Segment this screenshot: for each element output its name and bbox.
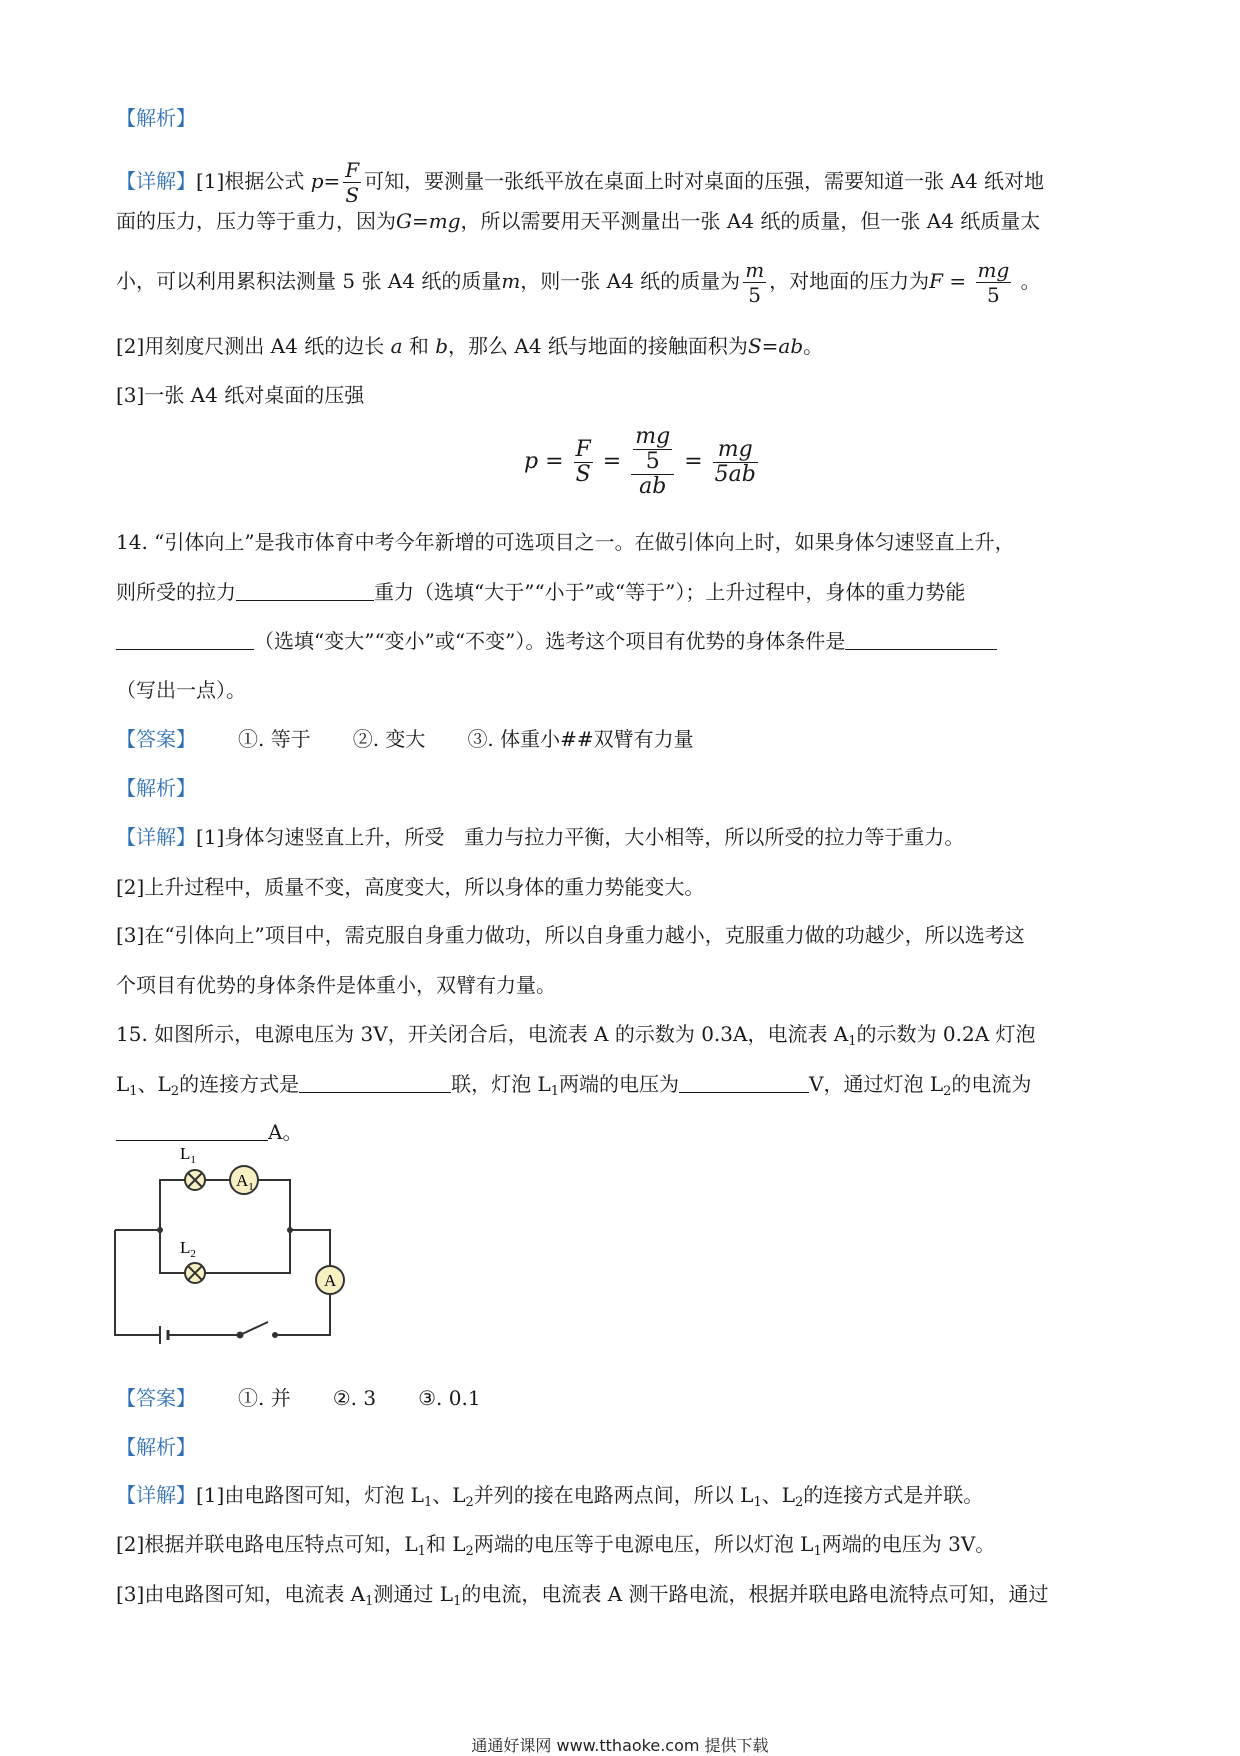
- fraction-m-over-5: $\frac{m}{5}$: [745, 258, 765, 307]
- lamp-L2-label: $L_2$: [180, 1238, 196, 1260]
- answer-item: ②. 3: [332, 1386, 377, 1410]
- answer-item: ①. 并: [238, 1386, 291, 1410]
- answer-blank-1[interactable]: [236, 580, 374, 601]
- answer-blank-5[interactable]: [679, 1072, 809, 1093]
- answer-blank-4[interactable]: [299, 1072, 451, 1093]
- ammeter-A-icon: [316, 1266, 344, 1294]
- page-footer: 通通好课网 www.tthaoke.com 提供下载: [471, 1736, 769, 1755]
- jiexi-tag: 【解析】: [116, 106, 196, 130]
- answer-tag: 【答案】: [116, 727, 196, 751]
- circuit-wires: [115, 1180, 330, 1335]
- fraction-mg-over-5: $\frac{mg}{5}$: [977, 258, 1010, 307]
- lamp-L1-label: $L_1$: [180, 1144, 196, 1166]
- detail-tag: 【详解】: [116, 169, 196, 193]
- lamp-L1-icon: [185, 1170, 205, 1190]
- answer-item: ③. 0.1: [418, 1386, 481, 1410]
- q15-detail-line-3: [3]由电路图可知，电流表 $A_1$测通过 $L_1$的电流，电流表 A 测干路电流，根据并联电路电流特点可知，通过: [116, 1582, 1049, 1609]
- answer-item: ③. 体重小##双臂有力量: [467, 727, 694, 751]
- svg-text:A: A: [324, 1271, 337, 1290]
- answer-tag: 【答案】: [116, 1386, 196, 1410]
- fraction-F-over-S: $\frac{F}{S}$: [345, 158, 360, 207]
- q14-stem-line-3: （选填“变大”“变小”或“不变”）。选考这个项目有优势的身体条件是: [116, 627, 997, 655]
- switch-icon: [238, 1322, 278, 1338]
- q15-stem-line-1: 15. 如图所示，电源电压为 3V，开关闭合后，电流表 A 的示数为 0.3A，电流表 $A_1$的示数为 0.2A 灯泡: [116, 1022, 1036, 1049]
- q14-detail-line-1: 【详解】[1]身体匀速竖直上升，所受 重力与拉力平衡，大小相等，所以所受的拉力等于重力。: [116, 825, 965, 849]
- pressure-formula: p = $\frac{F}{S}$ = $\frac{\frac{mg}{5}}{ab}$ = $\frac{mg}{5ab}$: [524, 424, 756, 499]
- ammeter-A1-icon: [230, 1166, 258, 1194]
- q14-detail-line-3: [3]在“引体向上”项目中，需克服自身重力做功，所以自身重力越小，克服重力做的功越少，所以选考这: [116, 923, 1025, 947]
- junction-dot: [157, 1227, 163, 1233]
- q13-detail-line-4: [2]用刻度尺测出 A4 纸的边长 a 和 b，那么 A4 纸与地面的接触面积为S=ab。: [116, 334, 824, 358]
- q14-stem-line-1: 14. “引体向上”是我市体育中考今年新增的可选项目之一。在做引体向上时，如果身体匀速竖直上升，: [116, 530, 1015, 554]
- jiexi-tag: 【解析】: [116, 776, 196, 800]
- jiexi-tag: 【解析】: [116, 1435, 196, 1459]
- q15-answer: [116, 1384, 481, 1412]
- q15-detail-line-2: [2]根据并联电路电压特点可知，$L_1$和 $L_2$两端的电压等于电源电压，所以灯泡 $L_1$两端的电压为 3V。: [116, 1532, 996, 1559]
- answer-item: ①. 等于: [238, 727, 311, 751]
- circuit-diagram: [110, 1144, 360, 1350]
- lamp-L2-icon: [185, 1263, 205, 1283]
- answer-blank-3[interactable]: [845, 629, 997, 650]
- q15-detail-line-1: 【详解】[1]由电路图可知，灯泡 $L_1$、$L_2$并列的接在电路两点间，所以 $L_1$、$L_2$的连接方式是并联。: [116, 1483, 984, 1510]
- q15-stem-line-3: A。: [116, 1118, 302, 1146]
- q13-detail-line-2: 面的压力，压力等于重力，因为G=mg，所以需要用天平测量出一张 A4 纸的质量，但一张 A4 纸质量太: [116, 209, 1041, 233]
- battery-icon: [160, 1326, 168, 1344]
- answer-blank-6[interactable]: [116, 1120, 268, 1141]
- q14-stem-line-4: （写出一点）。: [116, 678, 246, 702]
- q14-stem-line-2: 则所受的拉力 重力（选填“大于”“小于”或“等于”）；上升过程中，身体的重力势能: [116, 580, 966, 604]
- q13-detail-line-1: 【详解】[1]根据公式 p= $\frac{F}{S}$ 可知，要测量一张纸平放在桌面上时对桌面的压强，需要知道一张 A4 纸对地: [116, 158, 1045, 207]
- q13-detail-line-3: 小，可以利用累积法测量 5 张 A4 纸的质量m，则一张 A4 纸的质量为 $\frac{m}{5}$ ，对地面的压力为F = $\frac{mg}{5}$ 。: [116, 258, 1041, 307]
- answer-item: ②. 变大: [352, 727, 426, 751]
- svg-text:A1: $A_1$: [236, 1171, 254, 1193]
- q13-detail-line-5: [3]一张 A4 纸对桌面的压强: [116, 383, 365, 407]
- q15-stem-line-2: $L_1$、$L_2$的连接方式是 联，灯泡 $L_1$两端的电压为 V，通过灯泡 $L_2$的电流为: [116, 1072, 1032, 1099]
- q14-answer: [116, 725, 694, 753]
- answer-blank-2[interactable]: [116, 629, 254, 650]
- junction-dot: [287, 1227, 293, 1233]
- q14-detail-line-2: [2]上升过程中，质量不变，高度变大，所以身体的重力势能变大。: [116, 875, 705, 899]
- q14-detail-line-4: 个项目有优势的身体条件是体重小，双臂有力量。: [116, 973, 556, 997]
